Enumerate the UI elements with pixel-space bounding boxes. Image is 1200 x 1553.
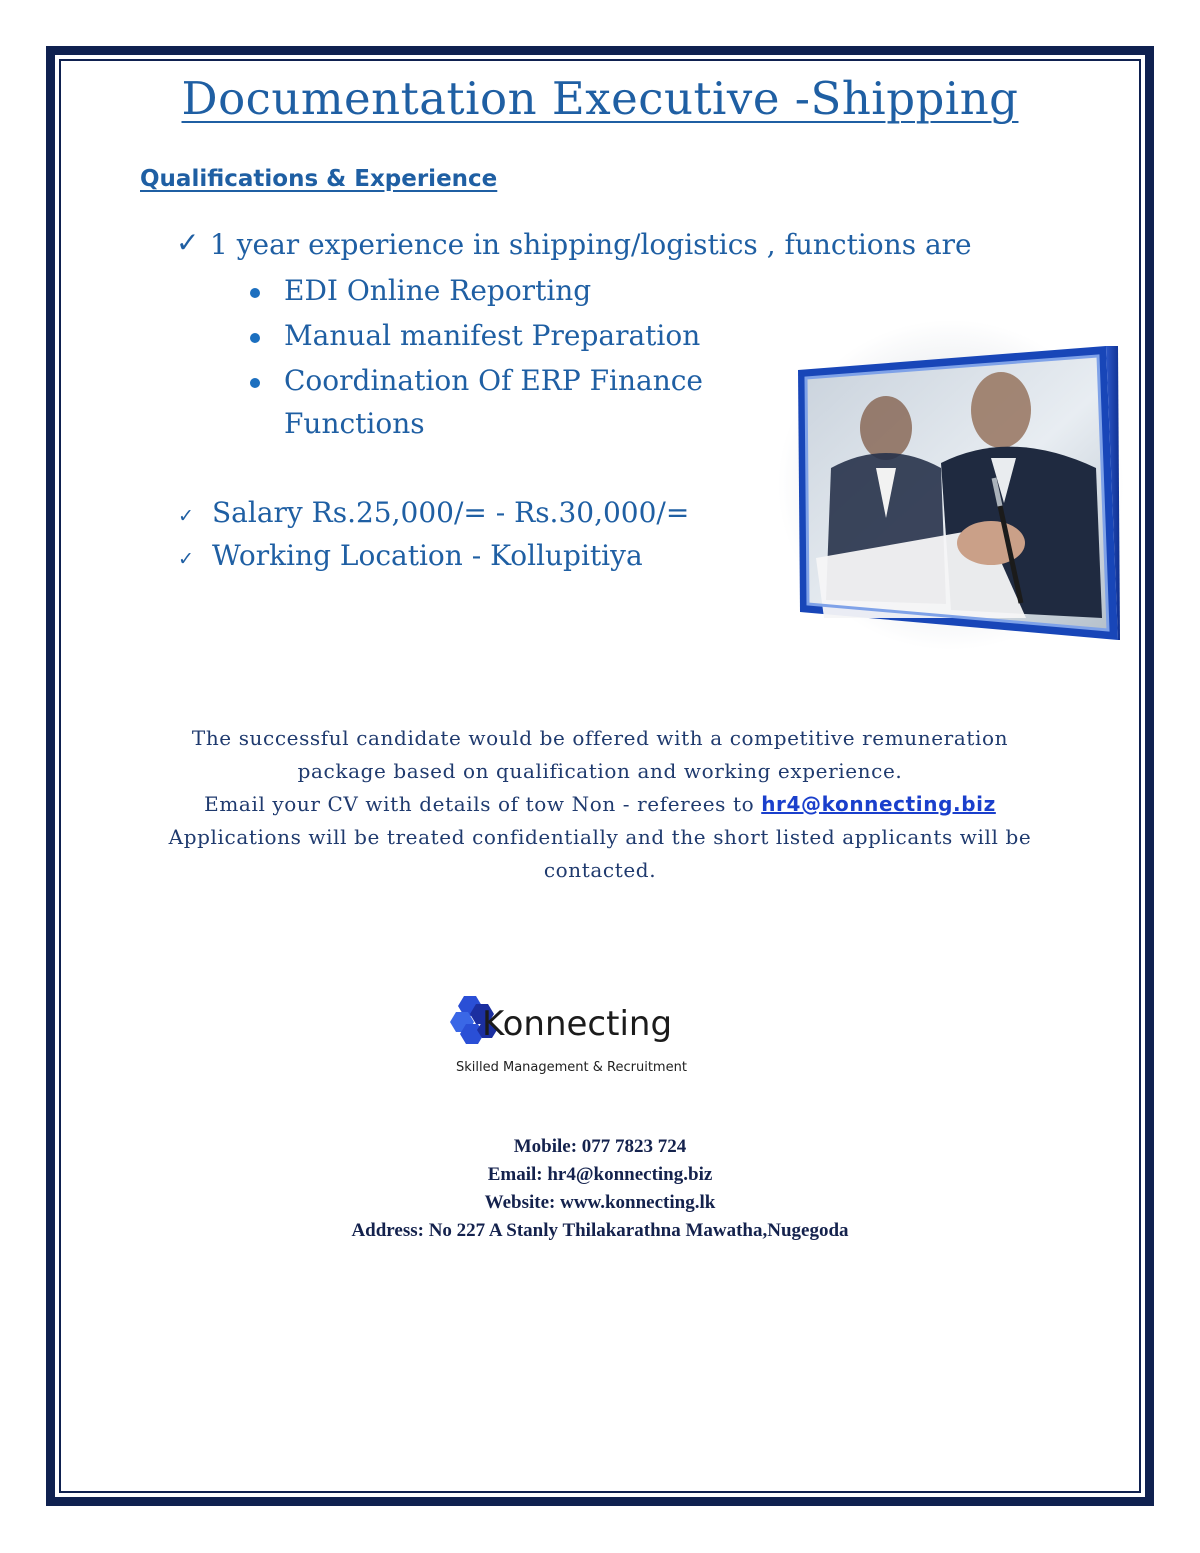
- konnecting-logo: [446, 990, 756, 1090]
- business-meeting-photo: [776, 318, 1126, 652]
- contact-email: Email: hr4@konnecting.biz: [487, 1164, 713, 1185]
- checkmark-icon: ✓: [176, 226, 200, 259]
- function-item: EDI Online Reporting: [284, 274, 592, 307]
- apply-email-link[interactable]: hr4@konnecting.biz: [761, 792, 996, 816]
- qualifications-heading: Qualifications & Experience: [140, 166, 498, 192]
- checkmark-icon: ✓: [178, 505, 194, 527]
- closing-line: The successful candidate would be offered with a competitive remuneration: [191, 726, 1009, 750]
- closing-line: [110, 788, 1090, 821]
- apply-instruction: Email your CV with details of tow Non - referees to: [204, 792, 762, 816]
- closing-line: contacted.: [543, 858, 657, 882]
- function-item: Manual manifest Preparation: [284, 319, 701, 352]
- closing-paragraph: [110, 722, 1090, 887]
- contact-mobile: Mobile: 077 7823 724: [513, 1136, 687, 1157]
- job-title: Documentation Executive -Shipping: [181, 72, 1019, 125]
- bullet-icon: [250, 288, 260, 298]
- function-item-continued: Functions: [284, 407, 425, 440]
- function-item: Coordination Of ERP Finance: [284, 364, 704, 397]
- checkmark-icon: ✓: [178, 548, 194, 570]
- working-location: Working Location - Kollupitiya: [212, 539, 643, 572]
- closing-line: package based on qualification and working experience.: [297, 759, 903, 783]
- closing-line: Applications will be treated confidentially and the short listed applicants will be: [168, 825, 1032, 849]
- logo-wordmark: Konnecting: [482, 1004, 673, 1044]
- bullet-icon: [250, 378, 260, 388]
- contact-website: Website: www.konnecting.lk: [484, 1192, 716, 1213]
- bullet-icon: [250, 333, 260, 343]
- logo-tagline: Skilled Management & Recruitment: [456, 1060, 687, 1075]
- salary: Salary Rs.25,000/= - Rs.30,000/=: [212, 496, 690, 529]
- contact-address: Address: No 227 A Stanly Thilakarathna Mawatha,Nugegoda: [351, 1220, 849, 1241]
- experience-requirement: 1 year experience in shipping/logistics , functions are: [210, 228, 972, 261]
